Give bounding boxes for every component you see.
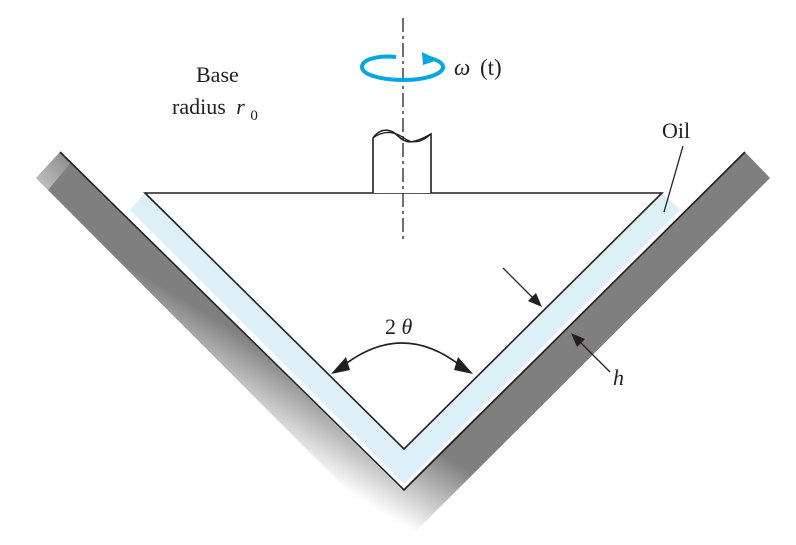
- angle-symbol: θ: [401, 314, 413, 339]
- oil-label: Oil: [662, 118, 691, 143]
- svg-text:2 θ: [385, 314, 413, 339]
- radius-label: radius: [172, 94, 226, 119]
- radius-symbol: r: [236, 94, 245, 119]
- svg-text:radius r 0: [172, 94, 258, 124]
- shaft: [373, 130, 431, 193]
- svg-text:ω (t): [454, 55, 502, 80]
- omega-argument: (t): [480, 55, 502, 80]
- radius-subscript: 0: [250, 108, 258, 124]
- base-label: Base: [196, 62, 239, 87]
- angle-coefficient: 2: [385, 314, 396, 339]
- omega-symbol: ω: [454, 55, 471, 80]
- gap-label: h: [613, 365, 624, 390]
- oil-leader-line: [664, 146, 683, 212]
